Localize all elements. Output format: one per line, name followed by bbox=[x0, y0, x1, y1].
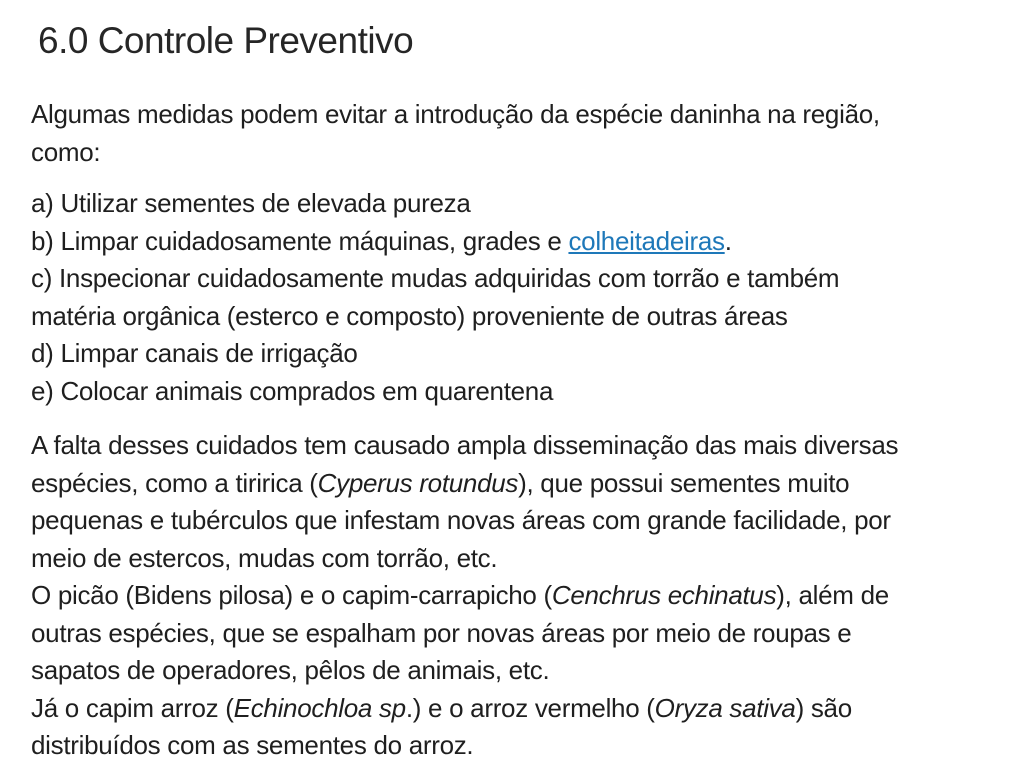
measure-item-a: a) Utilizar sementes de elevada pureza bbox=[31, 188, 471, 218]
page-title: 6.0 Controle Preventivo bbox=[38, 20, 414, 61]
discussion-line-3: pequenas e tubérculos que infestam novas áreas com grande facilidade, por bbox=[31, 505, 891, 535]
species-name-cenchrus-echinatus: Cenchrus echinatus bbox=[551, 580, 777, 610]
discussion-line-7: sapatos de operadores, pêlos de animais, etc. bbox=[31, 655, 550, 685]
discussion-line-5-text: O picão (Bidens pilosa) e o capim-carrapicho ( bbox=[31, 580, 552, 610]
intro-paragraph bbox=[31, 96, 1014, 171]
discussion-line-5-tail: ), além de bbox=[776, 580, 889, 610]
species-name-echinochloa-sp: Echinochloa sp bbox=[233, 692, 406, 723]
measure-item-b bbox=[31, 223, 1014, 261]
measure-item-c-line-1: c) Inspecionar cuidadosamente mudas adquiridas com torrão e também bbox=[31, 263, 840, 293]
discussion-line-8 bbox=[31, 690, 1014, 728]
discussion-line-8-mid: .) e o arroz vermelho ( bbox=[405, 692, 655, 723]
measures-list bbox=[31, 185, 1014, 410]
intro-line-2: como: bbox=[31, 136, 101, 167]
discussion-line-8-tail: ) são bbox=[795, 692, 852, 723]
colheitadeiras-link[interactable]: colheitadeiras bbox=[568, 225, 725, 256]
discussion-line-2 bbox=[31, 465, 1014, 503]
intro-line-1: Algumas medidas podem evitar a introdução da espécie daninha na região, bbox=[31, 99, 880, 129]
discussion-line-6: outras espécies, que se espalham por novas áreas por meio de roupas e bbox=[31, 617, 852, 648]
discussion-line-9: distribuídos com as sementes do arroz. bbox=[31, 730, 474, 760]
species-name-oryza-sativa: Oryza sativa bbox=[654, 692, 796, 723]
measure-item-c-line-2: matéria orgânica (esterco e composto) proveniente de outras áreas bbox=[31, 300, 788, 331]
measure-item-b-text: b) Limpar cuidadosamente máquinas, grades e bbox=[31, 225, 569, 256]
discussion-line-2-text: espécies, como a tiririca ( bbox=[31, 467, 318, 498]
discussion-paragraph bbox=[31, 427, 1014, 765]
measure-item-d: d) Limpar canais de irrigação bbox=[31, 338, 358, 368]
measure-item-e: e) Colocar animais comprados em quarentena bbox=[31, 375, 554, 406]
discussion-line-1: A falta desses cuidados tem causado ampla disseminação das mais diversas bbox=[31, 430, 899, 460]
discussion-line-8-text: Já o capim arroz ( bbox=[31, 692, 234, 723]
discussion-line-2-tail: ), que possui sementes muito bbox=[518, 467, 850, 498]
measure-item-b-period: . bbox=[724, 225, 732, 256]
discussion-line-5 bbox=[31, 577, 1014, 615]
discussion-line-4: meio de estercos, mudas com torrão, etc. bbox=[31, 542, 498, 573]
species-name-cyperus-rotundus: Cyperus rotundus bbox=[317, 467, 519, 498]
